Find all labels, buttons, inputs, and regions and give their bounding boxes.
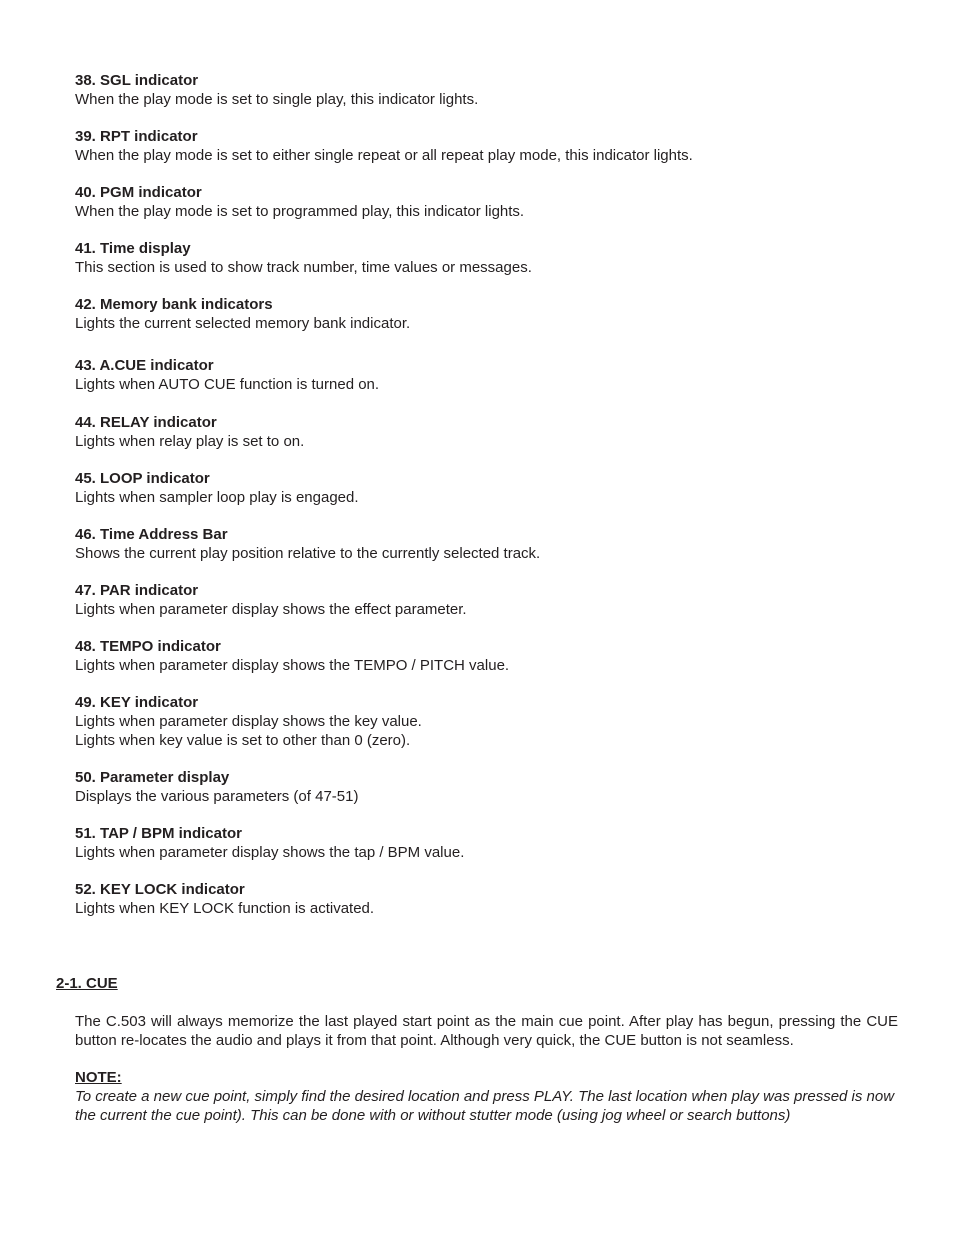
entry-title: 45. LOOP indicator bbox=[75, 470, 210, 487]
entry-title: 50. Parameter display bbox=[75, 769, 230, 786]
entry-description: When the play mode is set to single play, this indicator lights. bbox=[75, 91, 479, 108]
entry-39 bbox=[75, 127, 905, 183]
entry-description: Lights when KEY LOCK function is activated. bbox=[75, 900, 375, 917]
entry-50 bbox=[75, 768, 905, 824]
entry-title: 49. KEY indicator bbox=[75, 694, 199, 711]
indicator-list bbox=[75, 71, 905, 936]
entry-title: 42. Memory bank indicators bbox=[75, 296, 273, 313]
entry-description: Lights when AUTO CUE function is turned on. bbox=[75, 376, 380, 393]
entry-title: 40. PGM indicator bbox=[75, 184, 202, 201]
entry-43 bbox=[75, 356, 905, 413]
entry-description: Lights when sampler loop play is engaged. bbox=[75, 489, 359, 506]
entry-52 bbox=[75, 880, 905, 936]
entry-41 bbox=[75, 239, 905, 295]
entry-description: Displays the various parameters (of 47-51) bbox=[75, 788, 359, 805]
entry-42 bbox=[75, 295, 905, 356]
entry-description: Shows the current play position relative to the currently selected track. bbox=[75, 545, 541, 562]
entry-description: When the play mode is set to programmed play, this indicator lights. bbox=[75, 203, 525, 220]
entry-description: Lights when parameter display shows the tap / BPM value. bbox=[75, 844, 465, 861]
entry-description: Lights when parameter display shows the key value. bbox=[75, 713, 422, 730]
note-label: NOTE: bbox=[75, 1069, 122, 1086]
entry-46 bbox=[75, 525, 905, 581]
entry-40 bbox=[75, 183, 905, 239]
entry-51 bbox=[75, 824, 905, 880]
entry-description: This section is used to show track number, time values or messages. bbox=[75, 259, 532, 276]
entry-48 bbox=[75, 637, 905, 693]
entry-description: When the play mode is set to either single repeat or all repeat play mode, this indicator lights. bbox=[75, 147, 693, 164]
entry-description: Lights when parameter display shows the effect parameter. bbox=[75, 601, 467, 618]
entry-title: 46. Time Address Bar bbox=[75, 526, 228, 543]
entry-description: Lights when key value is set to other than 0 (zero). bbox=[75, 732, 411, 749]
entry-45 bbox=[75, 469, 905, 525]
entry-title: 43. A.CUE indicator bbox=[75, 357, 214, 374]
entry-49 bbox=[75, 693, 905, 768]
entry-title: 39. RPT indicator bbox=[75, 128, 198, 145]
entry-description: Lights the current selected memory bank indicator. bbox=[75, 315, 411, 332]
entry-title: 41. Time display bbox=[75, 240, 191, 257]
note-body: To create a new cue point, simply find the desired location and press PLAY. The last location when play was pressed is now the current the cue point). This can be done with or without stutter mode (using jog wheel or search buttons) bbox=[75, 1088, 895, 1124]
entry-title: 47. PAR indicator bbox=[75, 582, 199, 599]
entry-title: 44. RELAY indicator bbox=[75, 414, 217, 431]
entry-44 bbox=[75, 413, 905, 469]
entry-description: Lights when parameter display shows the TEMPO / PITCH value. bbox=[75, 657, 510, 674]
entry-title: 51. TAP / BPM indicator bbox=[75, 825, 242, 842]
section-body: The C.503 will always memorize the last played start point as the main cue point. After play has begun, pressing the CUE button re-locates the audio and plays it from that point. Although very quick, the CUE button is not seamless. bbox=[75, 1013, 898, 1049]
entry-description: Lights when relay play is set to on. bbox=[75, 433, 305, 450]
entry-38 bbox=[75, 71, 905, 127]
section-heading: 2-1. CUE bbox=[56, 975, 118, 992]
entry-title: 38. SGL indicator bbox=[75, 72, 199, 89]
entry-title: 48. TEMPO indicator bbox=[75, 638, 221, 655]
entry-title: 52. KEY LOCK indicator bbox=[75, 881, 245, 898]
entry-47 bbox=[75, 581, 905, 637]
